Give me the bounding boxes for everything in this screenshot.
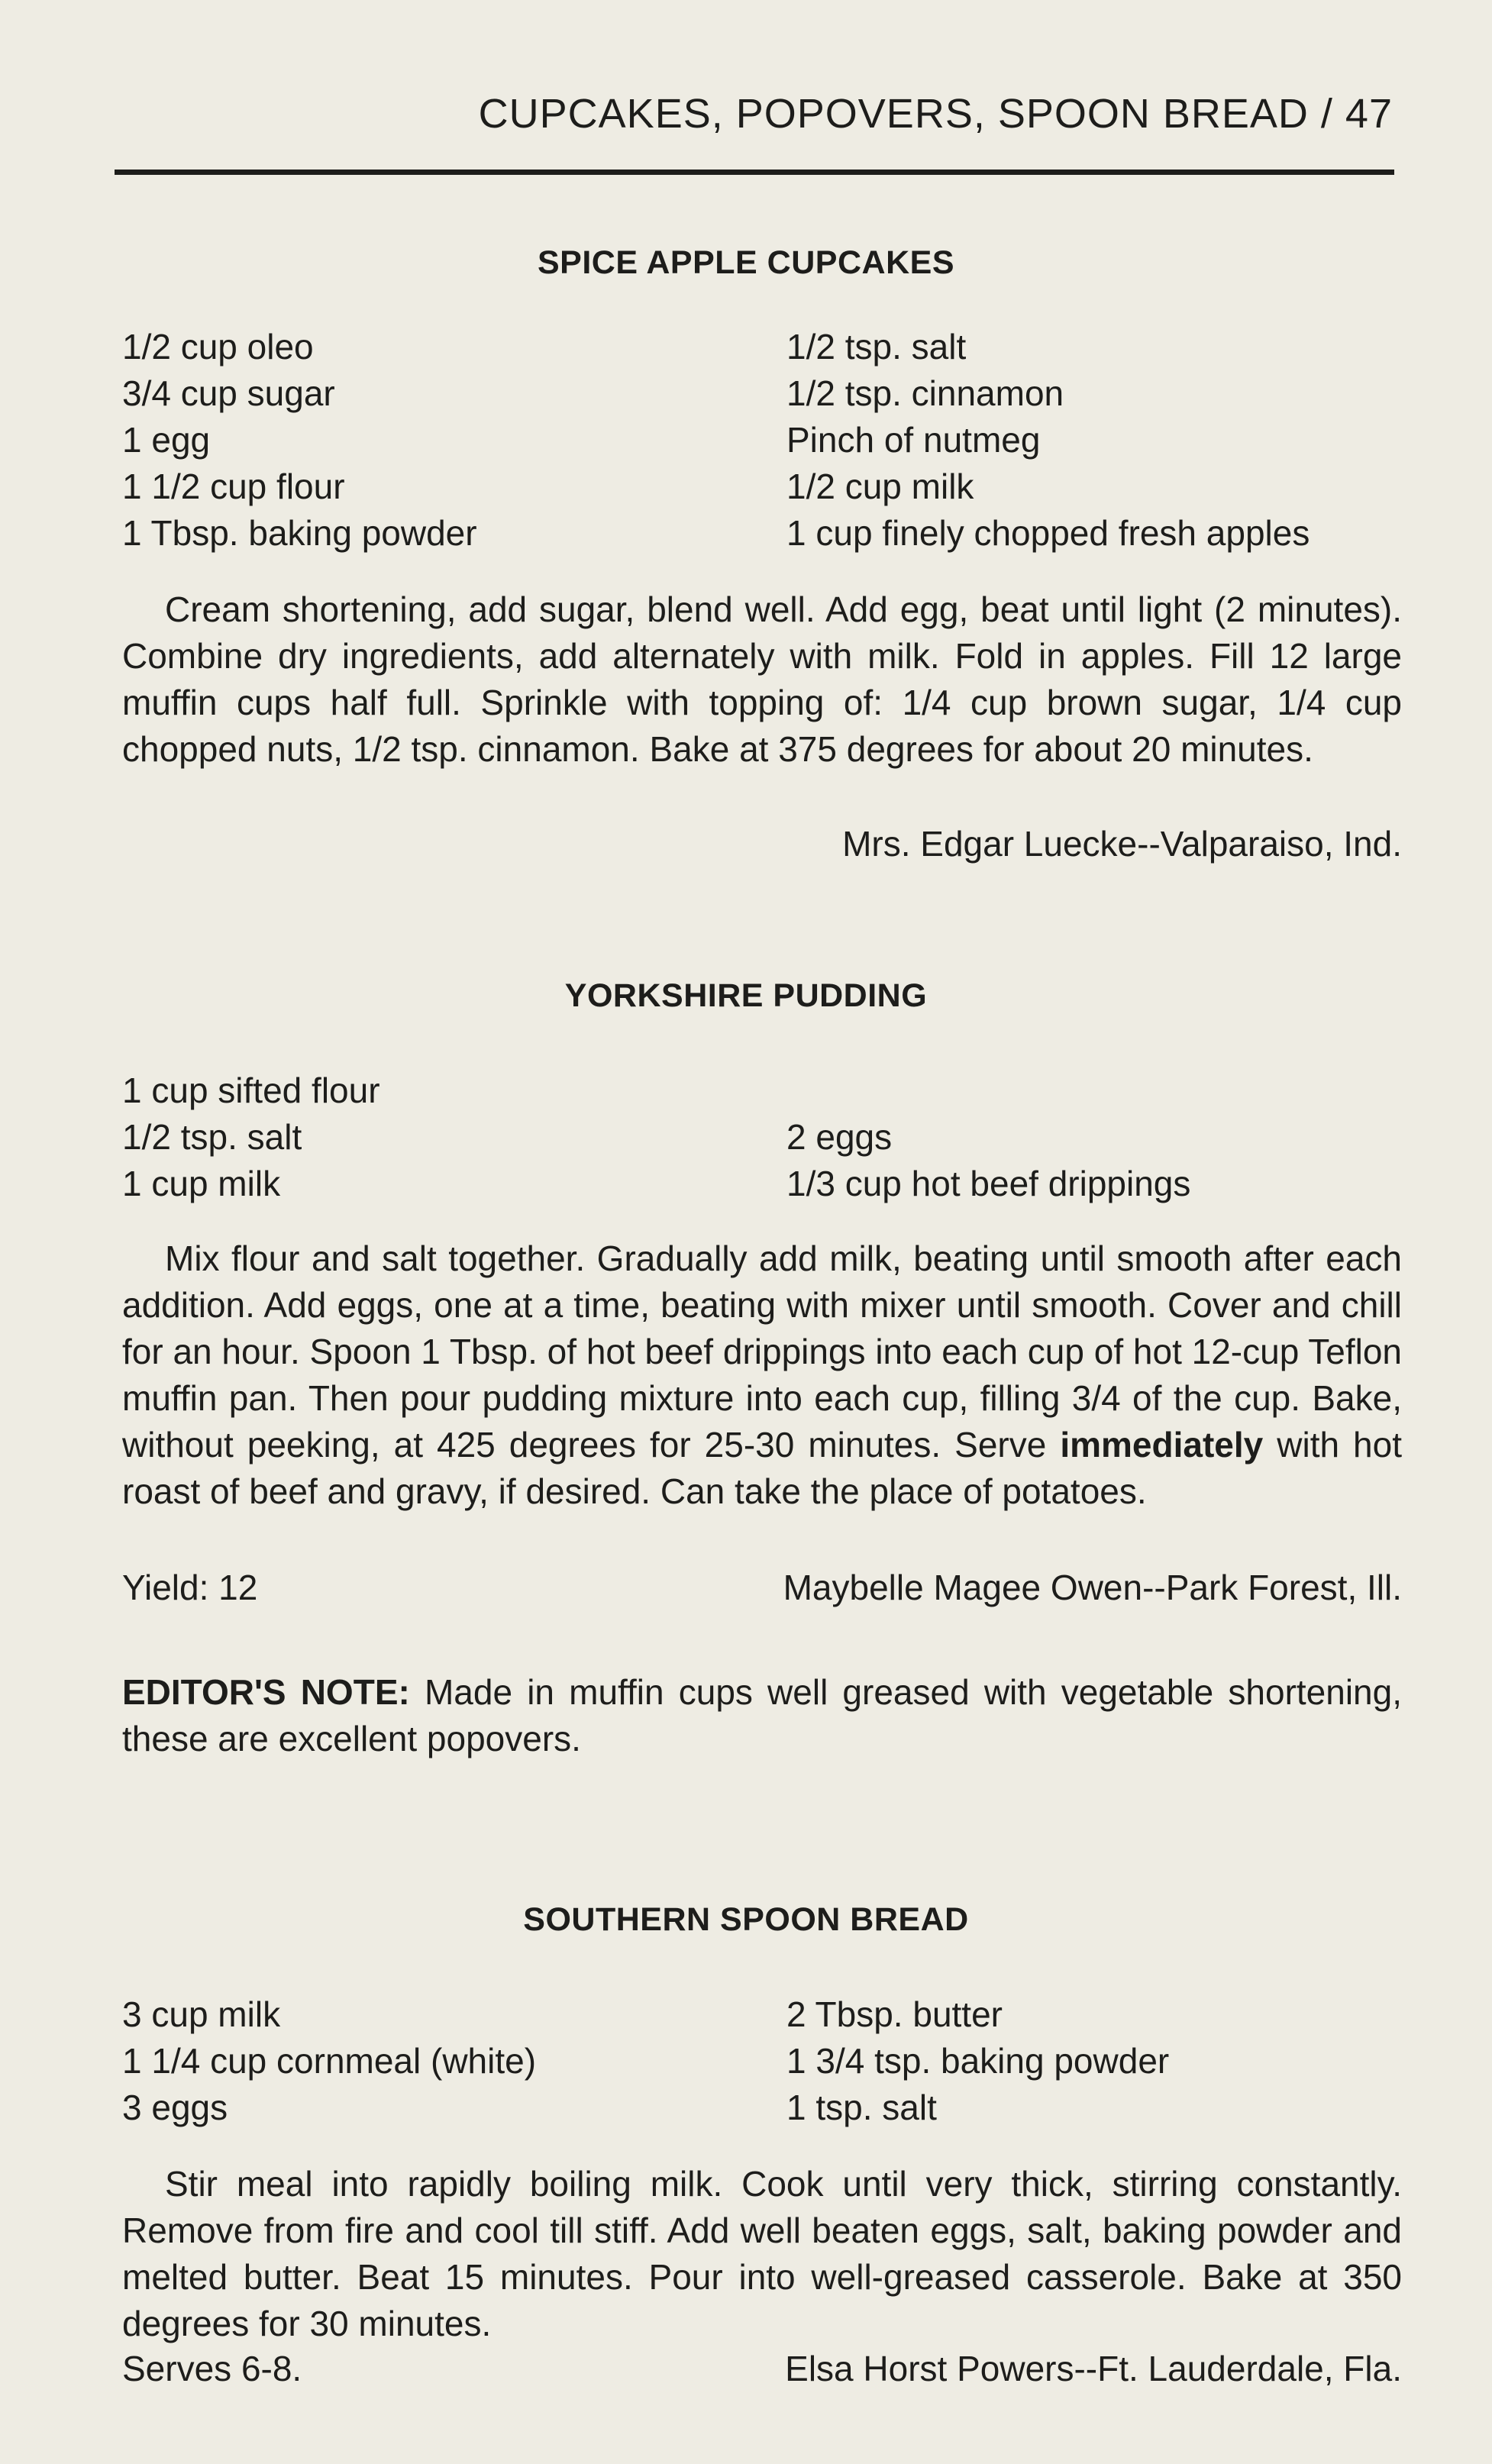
running-head: CUPCAKES, POPOVERS, SPOON BREAD / 47	[478, 91, 1393, 137]
ingredient: 1/2 cup milk	[786, 467, 974, 506]
ingredient: 1 cup sifted flour	[122, 1071, 380, 1110]
yield-yorkshire: Yield: 12	[122, 1568, 258, 1607]
ingredient: 1 3/4 tsp. baking powder	[786, 2041, 1170, 2081]
editors-note-label: EDITOR'S NOTE:	[122, 1672, 410, 1712]
emphasis-text: immediately	[1060, 1425, 1264, 1465]
editors-note	[122, 1669, 1402, 1762]
ingredients-left-spoon-bread	[122, 1991, 536, 2131]
credit-yorkshire: Maybelle Magee Owen--Park Forest, Ill.	[783, 1568, 1402, 1607]
ingredients-left-yorkshire	[122, 1067, 380, 1207]
recipe-title-spice-apple-cupcakes: SPICE APPLE CUPCAKES	[537, 244, 954, 281]
ingredients-right-spice-apple	[786, 324, 1310, 557]
ingredient: 1 tsp. salt	[786, 2088, 937, 2127]
ingredient: 1 1/2 cup flour	[122, 467, 345, 506]
credit-spoon-bread: Elsa Horst Powers--Ft. Lauderdale, Fla.	[785, 2349, 1402, 2388]
ingredient: 1/2 cup oleo	[122, 327, 314, 367]
ingredient: 1 egg	[122, 420, 211, 460]
credit-spice-apple: Mrs. Edgar Luecke--Valparaiso, Ind.	[842, 824, 1402, 864]
ingredient: 2 eggs	[786, 1117, 893, 1157]
ingredient: 2 Tbsp. butter	[786, 1994, 1003, 2034]
ingredient: 1/3 cup hot beef drippings	[786, 1164, 1191, 1203]
ingredient: 1/2 tsp. salt	[122, 1117, 302, 1157]
directions-text-part: with hot roast of beef and gravy, if desired. Can take the place of potatoes.	[122, 1425, 1402, 1511]
directions-spoon-bread	[122, 2161, 1402, 2347]
header-rule	[115, 170, 1394, 175]
directions-text	[122, 1235, 1402, 1515]
directions-text: Cream shortening, add sugar, blend well. Add egg, beat until light (2 minutes). Combine dry ingredients, add alternately with milk. Fold in apples. Fill 12 large muffin cups half full. Sprinkle with topping of: 1/4 cup brown sugar, 1/4 cup chopped nuts, 1/2 tsp. cinnamon. Bake at 375 degrees for about 20 minutes.	[122, 589, 1402, 769]
directions-spice-apple	[122, 586, 1402, 773]
directions-text-part: Mix flour and salt together. Gradually add milk, beating until smooth after each addition. Add eggs, one at a time, beating with mixer until smooth. Cover and chill for an hour. Spoon 1 Tbsp. of hot beef drippings into each cup of hot 12-cup Teflon muffin pan. Then pour pudding mixture into each cup, filling 3/4 of the cup. Bake, without peeking, at 425 degrees for 25-30 minutes. Serve	[122, 1238, 1402, 1465]
editors-note-body: Made in muffin cups well greased with vegetable shortening, these are excellent popovers.	[122, 1672, 1403, 1758]
ingredient: 1/2 tsp. cinnamon	[786, 373, 1064, 413]
editors-note-text	[122, 1669, 1402, 1762]
directions-text: Stir meal into rapidly boiling milk. Cook until very thick, stirring constantly. Remove from fire and cool till stiff. Add well beaten eggs, salt, baking powder and melted butter. Beat 15 minutes. Pour into well-greased casserole. Bake at 350 degrees for 30 minutes.	[122, 2164, 1402, 2343]
ingredient: 1/2 tsp. salt	[786, 327, 967, 367]
recipe-title-yorkshire-pudding: YORKSHIRE PUDDING	[564, 977, 928, 1014]
ingredients-right-yorkshire	[786, 1114, 1190, 1207]
directions-yorkshire	[122, 1235, 1402, 1515]
ingredient: 3/4 cup sugar	[122, 373, 335, 413]
serves-spoon-bread: Serves 6-8.	[122, 2349, 302, 2388]
ingredient: 1 Tbsp. baking powder	[122, 513, 477, 553]
ingredient: 1 1/4 cup cornmeal (white)	[122, 2041, 537, 2081]
ingredients-left-spice-apple	[122, 324, 477, 557]
ingredient: Pinch of nutmeg	[786, 420, 1041, 460]
ingredient: 1 cup milk	[122, 1164, 281, 1203]
ingredient: 3 cup milk	[122, 1994, 281, 2034]
ingredient: 1 cup finely chopped fresh apples	[786, 513, 1310, 553]
ingredient: 3 eggs	[122, 2088, 228, 2127]
recipe-title-southern-spoon-bread: SOUTHERN SPOON BREAD	[523, 1901, 969, 1938]
ingredients-right-spoon-bread	[786, 1991, 1169, 2131]
